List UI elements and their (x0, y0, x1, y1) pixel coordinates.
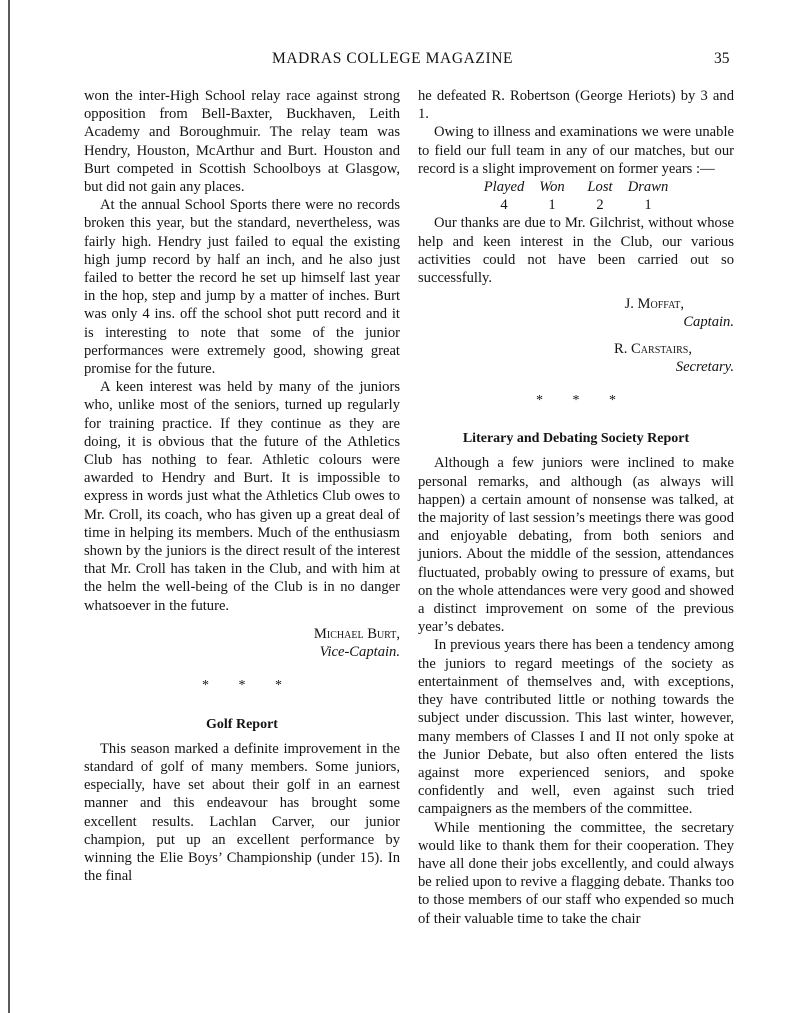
record-value-played: 4 (500, 197, 508, 214)
record-value-lost: 2 (596, 197, 604, 214)
golf-record-table (418, 178, 734, 214)
record-value-drawn: 1 (644, 197, 652, 214)
golf-signature-secretary (418, 340, 734, 376)
record-header-won: Won (539, 179, 565, 196)
page-number: 35 (714, 50, 730, 67)
page-header (0, 50, 800, 74)
magazine-title: MADRAS COLLEGE MAGAZINE (272, 50, 514, 67)
signature-name: J. Moffat, (624, 296, 684, 313)
golf-paragraph-4: Our thanks are due to Mr. Gilchrist, without whose help and keen interest in the Club, our various activities could not have been carried out so successfully. (418, 215, 734, 287)
athletics-paragraph-2: At the annual School Sports there were no records broken this year, but the standard, nevertheless, was fairly high. Hendry just failed to equal the existing high jump record by half an inch, and he also just failed to better the record he set up himself last year in the hop, step and jump by a matter of inches. Burt was only 4 ins. off the school shot putt record and it is interesting to note that some of the junior performances were extremely good, showing great promise for the future. (84, 197, 400, 378)
golf-paragraph-3: Owing to illness and examinations we were unable to field our full team in any of our matches, but our record is a slight improvement on former years :— (418, 124, 734, 177)
signature-name: Michael Burt, (313, 625, 400, 642)
golf-paragraph-1: This season marked a definite improvement in the standard of golf of many members. Some juniors, especially, have set about their golf in an earnest manner and this endeavour has brought some excellent results. Lachlan Carver, our junior champion, put up an excellent performance by winning the Elie Boys’ Championship (under 15). In the final (84, 740, 400, 885)
record-header-lost: Lost (587, 179, 613, 196)
literary-paragraph-2: In previous years there has been a tendency among the juniors to regard meetings of the society as entertainment of themselves and, with exceptions, they have contributed little or nothing towards the subject under discussion. This last winter, however, many members of Classes I and II not only spoke at the Junior Debate, but also often entered the lists against more experienced seniors, and spoke confidently and well, even against such tried campaigners as the members of the committee. (418, 637, 734, 818)
literary-paragraph-1: Although a few juniors were inclined to make personal remarks, and although (as always will happen) a certain amount of nonsense was talked, at the majority of last session’s meetings there was good and enjoyable debating, from both seniors and juniors. About the middle of the session, attendances fluctuated, probably owing to pressure of exams, but on the whole attendances were very good and showed a distinct improvement on some of the previous year’s debates. (418, 455, 734, 636)
section-divider-stars: * * * (202, 678, 282, 694)
signature-role: Vice-Captain. (319, 644, 400, 661)
literary-report-heading: Literary and Debating Society Report (462, 431, 690, 447)
golf-paragraph-2: he defeated R. Robertson (George Heriots) by 3 and 1. (418, 88, 734, 123)
signature-role: Secretary. (675, 358, 734, 375)
literary-paragraph-3: While mentioning the committee, the secretary would like to thank them for their cooperation. They have all done their jobs excellently, and could always be relied upon to revive a flagging debate. Thanks too to those members of our staff who expended so much of their valuable time to take the chair (418, 819, 734, 927)
page-edge-line (8, 0, 10, 1013)
signature-name: R. Carstairs, (614, 340, 692, 357)
athletics-paragraph-1: won the inter-High School relay race against strong opposition from Bell-Baxter, Buckhaven, Leith Academy and Boroughmuir. The relay team was Hendry, Houston, McArthur and Burt. Houston and Burt competed in Scottish Schoolboys at Glasgow, but did not gain any places. (84, 88, 400, 196)
record-header-drawn: Drawn (627, 179, 669, 196)
athletics-paragraph-3: A keen interest was held by many of the juniors who, unlike most of the seniors, turned up regularly for training practice. If they continue as they are doing, it is obvious that the future of the Athletics Club has nothing to fear. Athletic colours were awarded to Hendry and Burt. It is impossible to express in words just what the Athletics Club owes to Mr. Croll, its coach, who has given up a great deal of time in helping its members. Much of the enthusiasm shown by the juniors is the direct result of the interest that Mr. Croll has taken in the Club, and with him at the helm the well-being of the Club is in no danger whatsoever in the future. (84, 379, 400, 614)
section-divider-stars: * * * (536, 393, 616, 409)
golf-signature-captain (418, 295, 734, 331)
record-header-played: Played (483, 179, 525, 196)
record-value-won: 1 (548, 197, 556, 214)
golf-report-heading: Golf Report (206, 716, 278, 732)
signature-role: Captain. (683, 314, 734, 331)
left-column (84, 87, 400, 885)
athletics-signature (84, 625, 400, 661)
right-column (418, 87, 734, 928)
